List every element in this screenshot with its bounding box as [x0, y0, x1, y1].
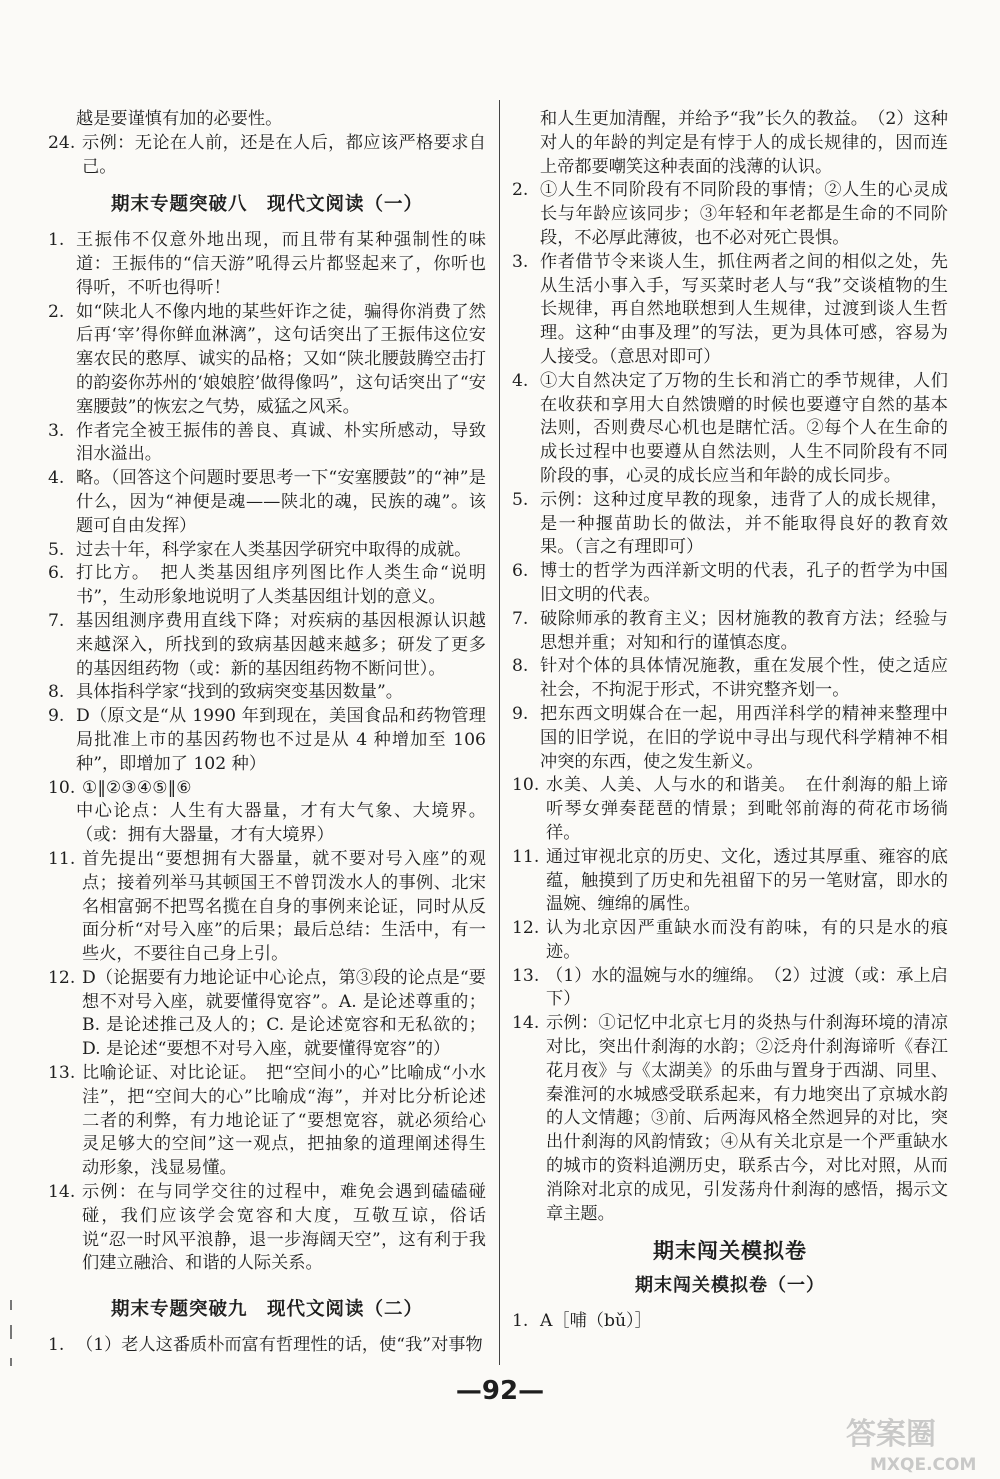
answer-text: （1）老人这番质朴而富有哲理性的话，使“我”对事物	[76, 1335, 483, 1356]
answer-number: 5.	[512, 489, 529, 510]
answer-text: 示例：①记忆中北京七月的炎热与什刹海环境的清凉对比，突出什刹海的水韵；②泛舟什刹海谛听《春江花月夜》与《太湖美》的乐曲与置身于西湖、同里、秦淮河的水城感受联系起来，有力地突出了京城水韵的人文情趣；③前、后两海风格全然迥异的对比，突出什刹海的风韵情致；④从有关北京是一个严重缺水的城市的资料追溯历史，联系古今，对比对照，从而消除对北京的成见，引发荡舟什刹海的感悟，揭示文章主题。	[546, 1013, 948, 1224]
answer-text: 如“陕北人不像内地的某些奸诈之徒，骗得你消费了然后再‘宰’得你鲜血淋漓”，这句话突出了王振伟这位安塞农民的憨厚、诚实的品格；又如“陕北腰鼓腾空击打的韵姿你苏州的‘娘娘腔’做得像吗”，这句话突出了“安塞腰鼓”的恢宏之气势，威猛之风采。	[76, 301, 486, 417]
answer-item	[512, 703, 948, 774]
answer-text: 示例：在与同学交往的过程中，难免会遇到磕磕碰碰，我们应该学会宽容和大度，互敬互谅，俗话说“忍一时风平浪静，退一步海阔天空”，这有利于我们建立融洽、和谐的人际关系。	[82, 1182, 486, 1274]
answer-item	[512, 655, 948, 703]
answer-text: ①人生不同阶段有不同阶段的事情；②人生的心灵成长与年龄应该同步；③年轻和年老都是生命的不同阶段，不必厚此薄彼，也不必对死亡畏惧。	[540, 180, 948, 248]
answer-item	[48, 132, 486, 180]
answer-text: 把东西文明媒合在一起，用西洋科学的精神来整理中国的旧学说，在旧的学说中寻出与现代科学精神不相冲突的东西，使之发生新义。	[540, 703, 948, 772]
answer-number: 5.	[48, 539, 65, 560]
watermark-line2: MXQE.COM	[870, 1455, 977, 1475]
margin-mark	[10, 1325, 12, 1339]
answer-text: 过去十年，科学家在人类基因学研究中取得的成就。	[76, 539, 472, 560]
answer-item	[512, 1310, 948, 1334]
answer-text: 作者借节令来谈人生，抓住两者之间的相似之处，先从生活小事入手，写买菜时老人与“我”交谈植物的生长规律，再自然地联想到人生规律，过渡到谈人生哲理。这种“由事及理”的写法，更为具体可感，容易为人接受。（意思对即可）	[540, 251, 948, 367]
answer-text: 王振伟不仅意外地出现，而且带有某种强制性的味道：王振伟的“信天游”吼得云片都竖起来了，你听也得听，不听也得听！	[76, 230, 486, 298]
answer-item	[48, 229, 486, 300]
answer-text: （1）水的温婉与水的缠绵。 （2）过渡（或：承上启下）	[546, 965, 948, 1010]
answer-number: 2.	[512, 180, 529, 201]
answer-number: 14.	[48, 1182, 76, 1203]
answer-number: 10.	[48, 777, 76, 798]
answer-number: 1.	[512, 1311, 529, 1332]
item1-continuation: 和人生更加清醒，并给予“我”长久的教益。 （2）这种对人的年龄的判定是有悖于人的成长规律的，因而连上帝都要嘲笑这种表面的浅薄的认识。	[540, 109, 948, 177]
answer-number: 13.	[512, 965, 540, 986]
answer-number: 10.	[512, 775, 540, 796]
answer-number: 8.	[48, 682, 65, 703]
answer-item	[48, 848, 486, 967]
answer-item	[512, 251, 948, 370]
answer-text: 具体指科学家“找到的致病突变基因数量”。	[76, 682, 403, 703]
answer-text: 破除师承的教育主义；因材施教的教育方法；经验与思想并重；对知和行的谨慎态度。	[540, 608, 948, 653]
answer-item	[512, 965, 948, 1013]
watermark-line1: 答案圈	[846, 1417, 936, 1452]
answer-text: 作者完全被王振伟的善良、真诚、朴实所感动，导致泪水溢出。	[76, 420, 486, 465]
answer-item	[48, 967, 486, 1062]
answer-text: 基因组测序费用直线下降；对疾病的基因根源认识越来越深入，所找到的致病基因越来越多；研发了更多的基因组药物（或：新的基因组药物不断问世）。	[76, 610, 486, 679]
answer-number: 7.	[512, 608, 529, 629]
answer-item	[48, 705, 486, 776]
answer-text: 针对个体的具体情况施教，重在发展个性，使之适应社会，不拘泥于形式，不讲究整齐划一。	[540, 656, 948, 701]
answer-number: 9.	[512, 703, 529, 724]
column-divider	[499, 100, 500, 1365]
answer-number: 2.	[48, 301, 65, 322]
section8-items-b	[48, 848, 486, 1276]
left-column	[48, 108, 486, 1358]
answer-item	[48, 1334, 486, 1358]
right-column	[512, 108, 948, 1334]
margin-mark	[10, 1358, 12, 1366]
section8-items	[48, 229, 486, 800]
answer-number: 9.	[48, 706, 65, 727]
answer-text: D（原文是“从 1990 年到现在，美国食品和药物管理局批准上市的基因药物也不过是从 4 种增加至 106 种”，即增加了 102 种）	[76, 706, 486, 774]
answer-number: 12.	[48, 967, 76, 988]
answer-text: 通过审视北京的历史、文化，透过其厚重、雍容的底蕴，触摸到了历史和先祖留下的另一笔财富，即水的温婉、缠绵的属性。	[546, 846, 948, 915]
intro-items	[48, 132, 486, 180]
page-number: —92—	[455, 1376, 545, 1406]
answer-number: 24.	[48, 132, 76, 153]
answer-number: 7.	[48, 610, 65, 631]
answer-item	[48, 562, 486, 610]
answer-item	[512, 179, 948, 250]
right-items	[512, 179, 948, 1226]
answer-text: 打比方。 把人类基因组序列图比作人类生命“说明书”，生动形象地说明了人类基因组计划的意义。	[76, 563, 486, 608]
answer-number: 11.	[512, 846, 540, 867]
answer-number: 4.	[512, 370, 529, 391]
answer-item	[48, 301, 486, 420]
answer-item	[512, 846, 948, 917]
item10-continuation: 中心论点：人生有大器量，才有大气象、大境界。（或：拥有大器量，才有大境界）	[76, 801, 486, 846]
answer-number: 6.	[512, 561, 529, 582]
answer-number: 3.	[48, 420, 65, 441]
answer-text: ①‖②③④⑤‖⑥	[82, 777, 192, 798]
final-title: 期末闯关模拟卷	[653, 1239, 807, 1264]
answer-text: 首先提出“要想拥有大器量，就不要对号入座”的观点；接着列举马其顿国王不曾罚泼水人的事例、北宋名相富弼不把骂名揽在自身的事例来论证，同时从反面分析“对号入座”的后果；最后总结：生活中，有一些火，不要往自己身上引。	[82, 848, 486, 965]
answer-item	[48, 777, 486, 801]
watermark-logo	[840, 1410, 990, 1476]
answer-number: 3.	[512, 251, 529, 272]
answer-number: 12.	[512, 918, 540, 939]
answer-text: 比喻论证、对比论证。 把“空间小的心”比喻成“小水洼”，把“空间大的心”比喻成“海”，并对比分析论述二者的利弊，有力地论证了“要想宽容，就必须给心灵足够大的空间”这一观点，把抽象的道理阐述得生动形象，浅显易懂。	[82, 1063, 486, 1179]
answer-text: ①大自然决定了万物的生长和消亡的季节规律，人们在收获和享用大自然馈赠的时候也要遵守自然的基本法则，否则费尽心机也是瞎忙活。②每个人在生命的成长过程中也要遵从自然法则，人生不同阶段有不同阶段的事，心灵的成长应当和年龄的成长同步。	[540, 370, 948, 486]
answer-text: 略。（回答这个问题时要思考一下“安塞腰鼓”的“神”是什么，因为“神便是魂——陕北的魂，民族的魂”。该题可自由发挥）	[76, 468, 486, 536]
answer-text: A［哺（bǔ）］	[540, 1311, 652, 1332]
section8-title: 期末专题突破八 现代文阅读（一）	[110, 194, 423, 216]
answer-item	[48, 1062, 486, 1181]
answer-text: 示例：这种过度早教的现象，违背了人的成长规律，是一种揠苗助长的做法，并不能取得良好的教育效果。（言之有理即可）	[540, 489, 948, 558]
answer-text: 博士的哲学为西洋新文明的代表，孔子的哲学为中国旧文明的代表。	[540, 561, 948, 605]
answer-item	[512, 917, 948, 965]
answer-number: 14.	[512, 1013, 540, 1034]
answer-number: 1.	[48, 1335, 65, 1356]
answer-item	[512, 608, 948, 656]
answer-item	[48, 467, 486, 538]
final-items	[512, 1310, 948, 1334]
answer-item	[512, 560, 948, 608]
answer-number: 13.	[48, 1063, 76, 1084]
answer-number: 11.	[48, 848, 76, 869]
answer-item	[48, 610, 486, 681]
answer-item	[48, 1181, 486, 1276]
intro-continuation: 越是要谨慎有加的必要性。	[76, 109, 283, 129]
answer-text: D（论据要有力地论证中心论点，第③段的论点是“要想不对号入座，就要懂得宽容”。A. 是论述尊重的；B. 是论述推己及人的；C. 是论述宽容和无私欲的；D. 是论述“要想不对号入座，就要懂得宽容”的）	[82, 967, 486, 1060]
section9-title: 期末专题突破九 现代文阅读（二）	[110, 1299, 423, 1321]
answer-item	[512, 370, 948, 489]
answer-item	[48, 420, 486, 468]
answer-item	[48, 539, 486, 563]
answer-text: 示例：无论在人前，还是在人后，都应该严格要求自己。	[82, 132, 486, 177]
answer-text: 认为北京因严重缺水而没有韵味，有的只是水的痕迹。	[546, 918, 948, 962]
final-subtitle: 期末闯关模拟卷（一）	[635, 1275, 825, 1297]
answer-item	[512, 1012, 948, 1226]
answer-item	[512, 489, 948, 560]
margin-mark	[10, 1300, 12, 1310]
answer-number: 1.	[48, 230, 65, 251]
answer-number: 4.	[48, 468, 65, 489]
section9-items	[48, 1334, 486, 1358]
answer-item	[512, 774, 948, 845]
answer-number: 8.	[512, 656, 529, 677]
answer-item	[48, 681, 486, 705]
answer-text: 水美、人美、人与水的和谐美。 在什刹海的船上谛听琴女弹奏琵琶的情景；到毗邻前海的荷花市场徜徉。	[546, 775, 948, 843]
answer-number: 6.	[48, 563, 65, 584]
